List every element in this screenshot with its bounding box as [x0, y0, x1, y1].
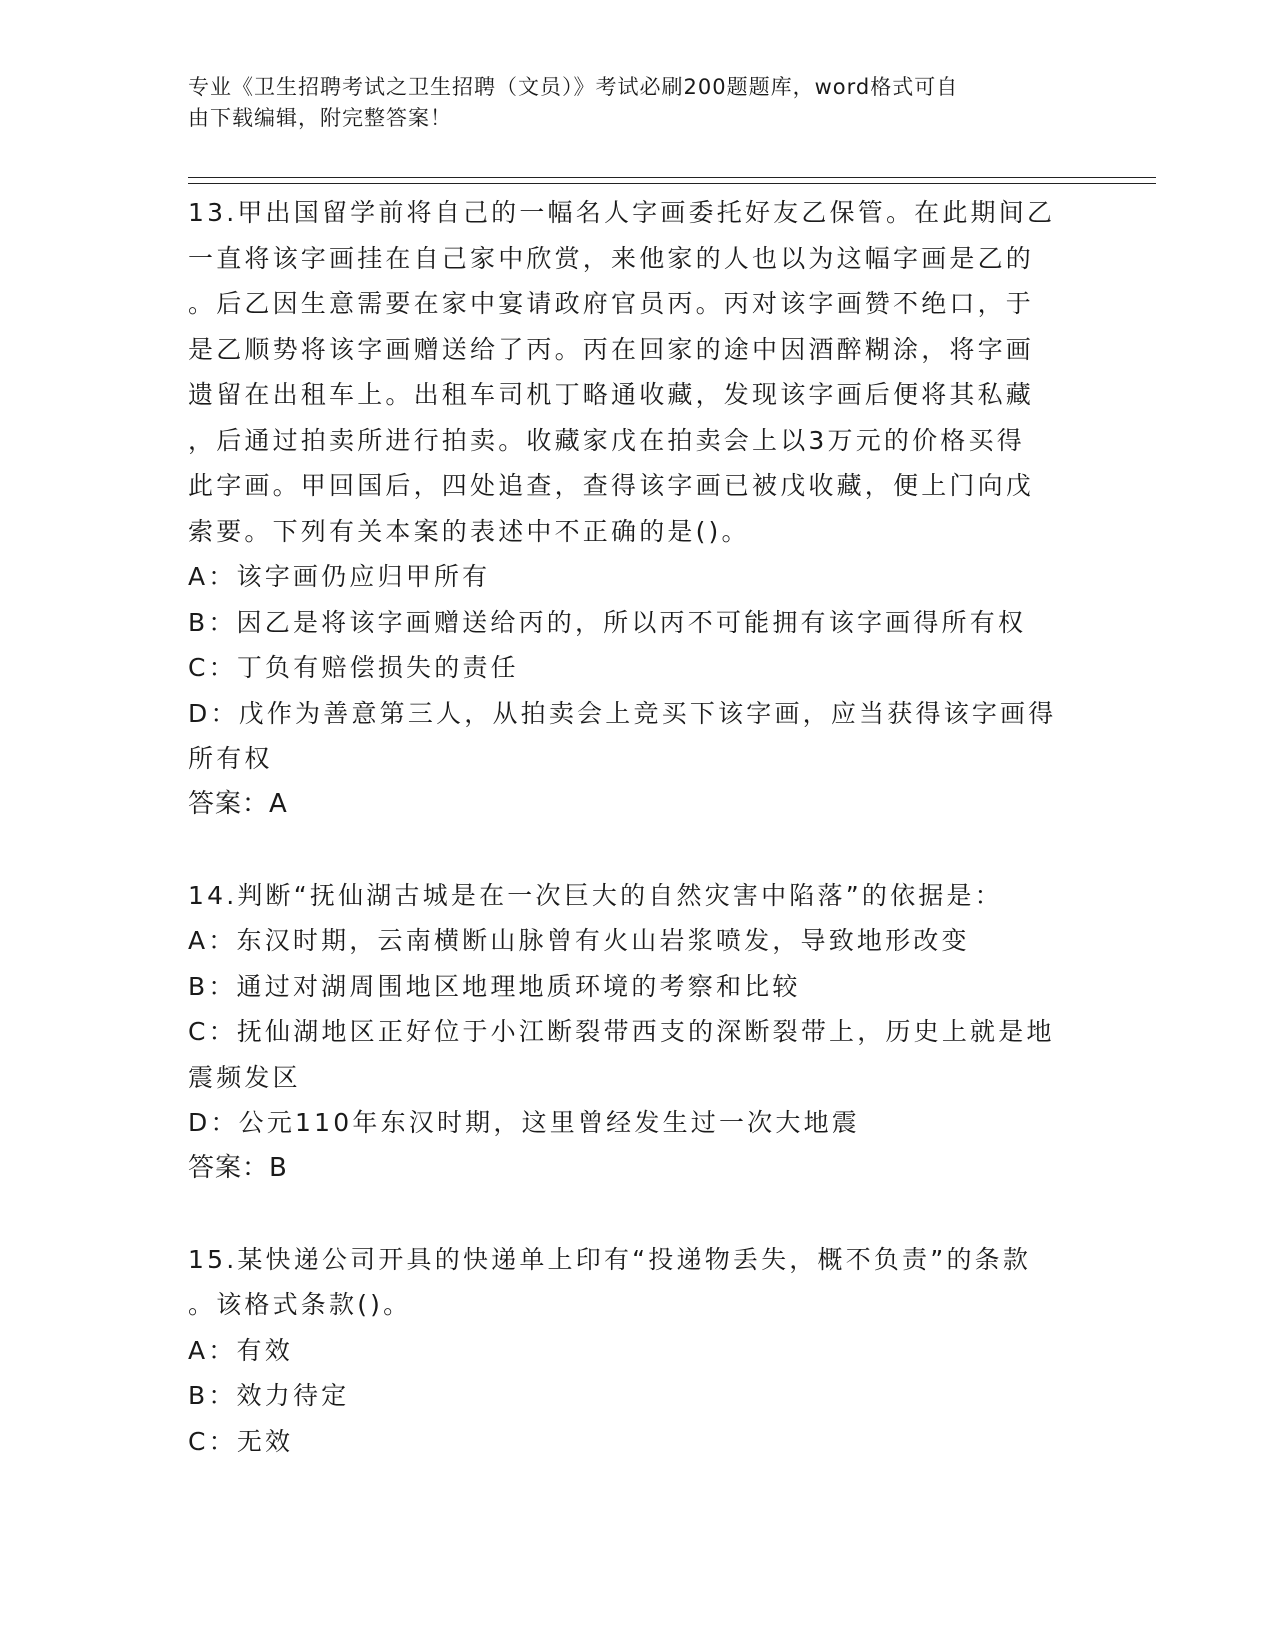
- option-c: C：丁负有赔偿损失的责任: [188, 653, 519, 682]
- document-header: [188, 72, 1068, 134]
- question-stem-line: 遗留在出租车上。出租车司机丁略通收藏，发现该字画后便将其私藏: [188, 380, 1035, 409]
- option-c-continued: 震频发区: [188, 1062, 301, 1092]
- header-divider-bottom: [188, 183, 1156, 184]
- question-15: [188, 1237, 1088, 1465]
- question-spacer: [188, 827, 1088, 873]
- answer-label: 答案：B: [188, 1152, 288, 1183]
- option-d: D：戊作为善意第三人，从拍卖会上竞买下该字画，应当获得该字画得: [188, 698, 1057, 728]
- question-stem-line: ，后通过拍卖所进行拍卖。收藏家戊在拍卖会上以3万元的价格买得: [188, 425, 1025, 455]
- answer-label: 答案：A: [188, 788, 288, 819]
- question-stem-line: 13.甲出国留学前将自己的一幅名人字画委托好友乙保管。在此期间乙: [188, 198, 1056, 227]
- option-a: A：东汉时期，云南横断山脉曾有火山岩浆喷发，导致地形改变: [188, 926, 970, 955]
- option-b: B：通过对湖周围地区地理地质环境的考察和比较: [188, 971, 801, 1001]
- question-stem-line: 。该格式条款()。: [188, 1290, 412, 1319]
- option-d-continued: 所有权: [188, 744, 273, 773]
- option-d: D：公元110年东汉时期，这里曾经发生过一次大地震: [188, 1108, 860, 1137]
- question-stem-line: 一直将该字画挂在自己家中欣赏，来他家的人也以为这幅字画是乙的: [188, 243, 1035, 273]
- header-line-1: 专业《卫生招聘考试之卫生招聘（文员）》考试必刷200题题库，word格式可自: [188, 75, 959, 99]
- question-stem-line: 索要。下列有关本案的表述中不正确的是()。: [188, 516, 750, 546]
- question-14: [188, 873, 1088, 1192]
- question-list: [188, 190, 1088, 1464]
- question-13: [188, 190, 1088, 827]
- option-c: C：抚仙湖地区正好位于小江断裂带西支的深断裂带上，历史上就是地: [188, 1017, 1055, 1046]
- option-b: B：因乙是将该字画赠送给丙的，所以丙不可能拥有该字画得所有权: [188, 607, 1027, 637]
- option-a: A：有效: [188, 1335, 293, 1365]
- question-stem-line: 15.某快递公司开具的快递单上印有“投递物丢失，概不负责”的条款: [188, 1244, 1032, 1274]
- option-b: B：效力待定: [188, 1381, 350, 1410]
- option-a: A：该字画仍应归甲所有: [188, 562, 491, 591]
- header-line-2: 由下载编辑，附完整答案！: [188, 106, 452, 130]
- question-stem-line: 14.判断“抚仙湖古城是在一次巨大的自然灾害中陷落”的依据是：: [188, 880, 1003, 910]
- question-stem-line: 是乙顺势将该字画赠送给了丙。丙在回家的途中因酒醉糊涂，将字画: [188, 334, 1035, 364]
- question-stem-line: 此字画。甲回国后，四处追查，查得该字画已被戊收藏，便上门向戊: [188, 471, 1035, 500]
- header-divider-top: [188, 177, 1156, 178]
- question-stem-line: 。后乙因生意需要在家中宴请政府官员丙。丙对该字画赞不绝口，于: [188, 289, 1035, 318]
- option-c: C：无效: [188, 1426, 294, 1456]
- question-spacer: [188, 1191, 1088, 1237]
